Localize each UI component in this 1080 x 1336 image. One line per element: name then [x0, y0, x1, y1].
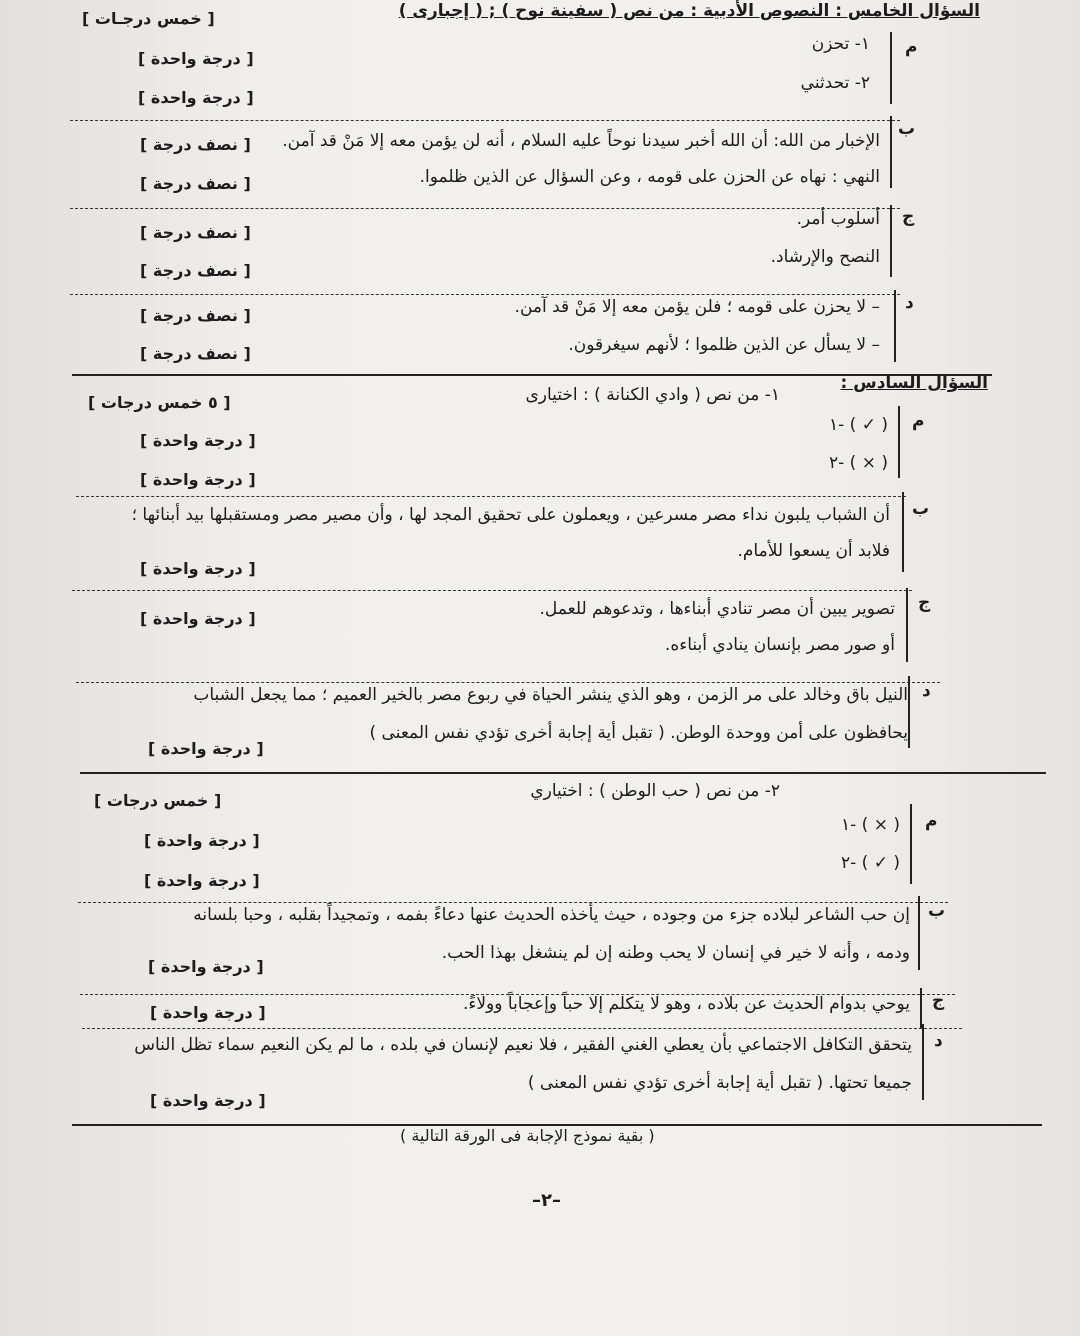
- q5-c-grade2: [ نصف درجة ]: [140, 261, 251, 280]
- q5-a-letter: م: [905, 37, 918, 57]
- q6p2-c-bar: [920, 988, 922, 1028]
- q6p1-c-letter: ج: [918, 593, 931, 613]
- q6p1-a-grade1: [ درجة واحدة ]: [140, 431, 256, 450]
- q6p1-a-grade2: [ درجة واحدة ]: [140, 470, 256, 489]
- q6p2-b-letter: ب: [928, 901, 946, 921]
- divider: [82, 1028, 962, 1029]
- q6p2-a-grade1: [ درجة واحدة ]: [144, 831, 260, 850]
- divider: [70, 120, 900, 121]
- q6p1-d-line1: النيل باق وخالد على مر الزمن ، وهو الذي ينشر الحياة في ربوع مصر بالخير العميم ؛ مما يجعل الشباب: [193, 685, 908, 705]
- q6-part2-title: ٢- من نص ( حب الوطن ) : اختياري: [530, 781, 780, 801]
- divider: [78, 902, 948, 903]
- q5-a-line1: ١- تحزن: [811, 34, 870, 54]
- q6p2-c-line1: يوحي بدوام الحديث عن بلاده ، وهو لا يتكلم إلا حباً وإعجاباً وولاءً.: [462, 994, 910, 1014]
- q6p2-a-line2-text: ٢- ( ✓ ): [841, 853, 900, 873]
- q6p2-d-line2: جميعا تحتها. ( تقبل أية إجابة أخرى تؤدي نفس المعنى ): [527, 1073, 912, 1093]
- q5-b-bar: [890, 116, 892, 188]
- page-number: –٢–: [532, 1190, 561, 1211]
- q6p2-a-line1: [841, 814, 900, 836]
- q6-part1-title: ١- من نص ( وادي الكنانة ) : اختيارى: [525, 385, 780, 405]
- q6p1-b-letter: ب: [912, 499, 930, 519]
- q5-header: السؤال الخامس : النصوص الأدبية : من نص ( سفينة نوح ) ; ( إجبارى ): [398, 1, 980, 21]
- q6p2-d-line1: يتحقق التكافل الاجتماعي بأن يعطي الغني الفقير ، فلا نعيم لإنسان في بلده ، ما لم يكن النعيم سماء تظل الناس: [134, 1035, 912, 1055]
- q5-a-grade2: [ درجة واحدة ]: [138, 88, 254, 107]
- q6p2-d-grade1: [ درجة واحدة ]: [150, 1091, 266, 1110]
- q5-c-grade1: [ نصف درجة ]: [140, 223, 251, 242]
- q6p1-d-bar: [908, 676, 910, 748]
- q5-d-grade2: [ نصف درجة ]: [140, 344, 251, 363]
- section-divider: [80, 772, 1046, 774]
- q6-part1-total-grade: [ ٥ خمس درجات ]: [88, 393, 231, 412]
- q5-d-grade1: [ نصف درجة ]: [140, 306, 251, 325]
- q6p1-a-line1: [829, 414, 888, 436]
- q5-total-grade: [ خمس درجـات ]: [82, 9, 215, 28]
- q6p1-a-line2-text: ٢- ( × ): [829, 453, 888, 473]
- q5-b-line2: النهي : نهاه عن الحزن على قومه ، وعن السؤال عن الذين ظلموا.: [419, 167, 880, 187]
- q6-header: السؤال السادس :: [840, 373, 988, 393]
- q6p1-d-grade1: [ درجة واحدة ]: [148, 739, 264, 758]
- q5-b-grade2: [ نصف درجة ]: [140, 174, 251, 193]
- q5-c-line1: أسلوب أمر.: [796, 209, 880, 229]
- q6p1-b-grade1: [ درجة واحدة ]: [140, 559, 256, 578]
- q6p2-b-grade1: [ درجة واحدة ]: [148, 957, 264, 976]
- q6p2-b-line1: إن حب الشاعر لبلاده جزء من وجوده ، حيث يأخذه الحديث عنها دعاءً بفمه ، وتمجيداً بقلبه ، وحبا بلسانه: [193, 905, 910, 925]
- q5-d-line2: – لا يسأل عن الذين ظلموا ؛ لأنهم سيغرقون.: [568, 335, 880, 355]
- q5-d-bar: [894, 290, 896, 362]
- q6p1-c-line2: أو صور مصر بإنسان ينادي أبناءه.: [664, 635, 895, 655]
- q6p2-d-letter: د: [934, 1031, 943, 1051]
- q6p2-b-bar: [918, 896, 920, 970]
- q6p1-a-line1-text: ١- ( ✓ ): [829, 415, 888, 435]
- q6p1-a-bar: [898, 406, 900, 478]
- q6p1-d-line2: يحافظون على أمن ووحدة الوطن. ( تقبل أية إجابة أخرى تؤدي نفس المعنى ): [369, 723, 908, 743]
- divider: [70, 294, 900, 295]
- q6p2-a-line2: [841, 852, 900, 874]
- q5-b-letter: ب: [898, 119, 916, 139]
- q5-b-line1: الإخبار من الله: أن الله أخبر سيدنا نوحاً عليه السلام ، أنه لن يؤمن معه إلا مَنْ قد آمن.: [282, 131, 880, 151]
- q6p1-b-bar: [902, 492, 904, 572]
- q5-a-bar: [890, 32, 892, 104]
- q6p1-d-letter: د: [922, 681, 931, 701]
- q6p2-d-bar: [922, 1024, 924, 1100]
- divider: [72, 590, 912, 591]
- q5-b-grade1: [ نصف درجة ]: [140, 135, 251, 154]
- q6p1-b-line2: فلابد أن يسعوا للأمام.: [737, 541, 890, 561]
- q6p1-c-grade1: [ درجة واحدة ]: [140, 609, 256, 628]
- q5-c-bar: [890, 205, 892, 277]
- q6p1-a-line2: [829, 452, 888, 474]
- q5-a-grade1: [ درجة واحدة ]: [138, 49, 254, 68]
- q6p2-a-bar: [910, 804, 912, 884]
- divider: [76, 682, 940, 683]
- q6p1-c-line1: تصوير يبين أن مصر تنادي أبناءها ، وتدعوهم للعمل.: [539, 599, 895, 619]
- q5-a-line2: ٢- تحدثني: [800, 73, 870, 93]
- q6-part2-total-grade: [ خمس درجات ]: [94, 791, 222, 810]
- divider: [70, 208, 900, 209]
- q5-c-line2: النصح والإرشاد.: [770, 247, 880, 267]
- q5-d-line1: – لا يحزن على قومه ؛ فلن يؤمن معه إلا مَنْ قد آمن.: [514, 297, 880, 317]
- q5-d-letter: د: [905, 293, 914, 313]
- divider: [76, 496, 906, 497]
- q6p2-b-line2: ودمه ، وأنه لا خير في إنسان لا يحب وطنه إن لم ينشغل بهذا الحب.: [441, 943, 910, 963]
- q6p1-c-bar: [906, 588, 908, 662]
- q6p2-a-grade2: [ درجة واحدة ]: [144, 871, 260, 890]
- q6p2-c-grade1: [ درجة واحدة ]: [150, 1003, 266, 1022]
- q5-c-letter: ج: [902, 207, 915, 227]
- q6p2-a-line1-text: ١- ( × ): [841, 815, 900, 835]
- q6p2-c-letter: ج: [932, 991, 945, 1011]
- q6p1-b-line1: أن الشباب يلبون نداء مصر مسرعين ، ويعملون على تحقيق المجد لها ، وأن مصير مصر ومستقبلها بيد أبنائها ؛: [131, 505, 890, 525]
- q6p2-a-letter: م: [925, 811, 938, 831]
- q6p1-a-letter: م: [912, 411, 925, 431]
- continuation-note: ( بقية نموذج الإجابة فى الورقة التالية ): [400, 1126, 655, 1145]
